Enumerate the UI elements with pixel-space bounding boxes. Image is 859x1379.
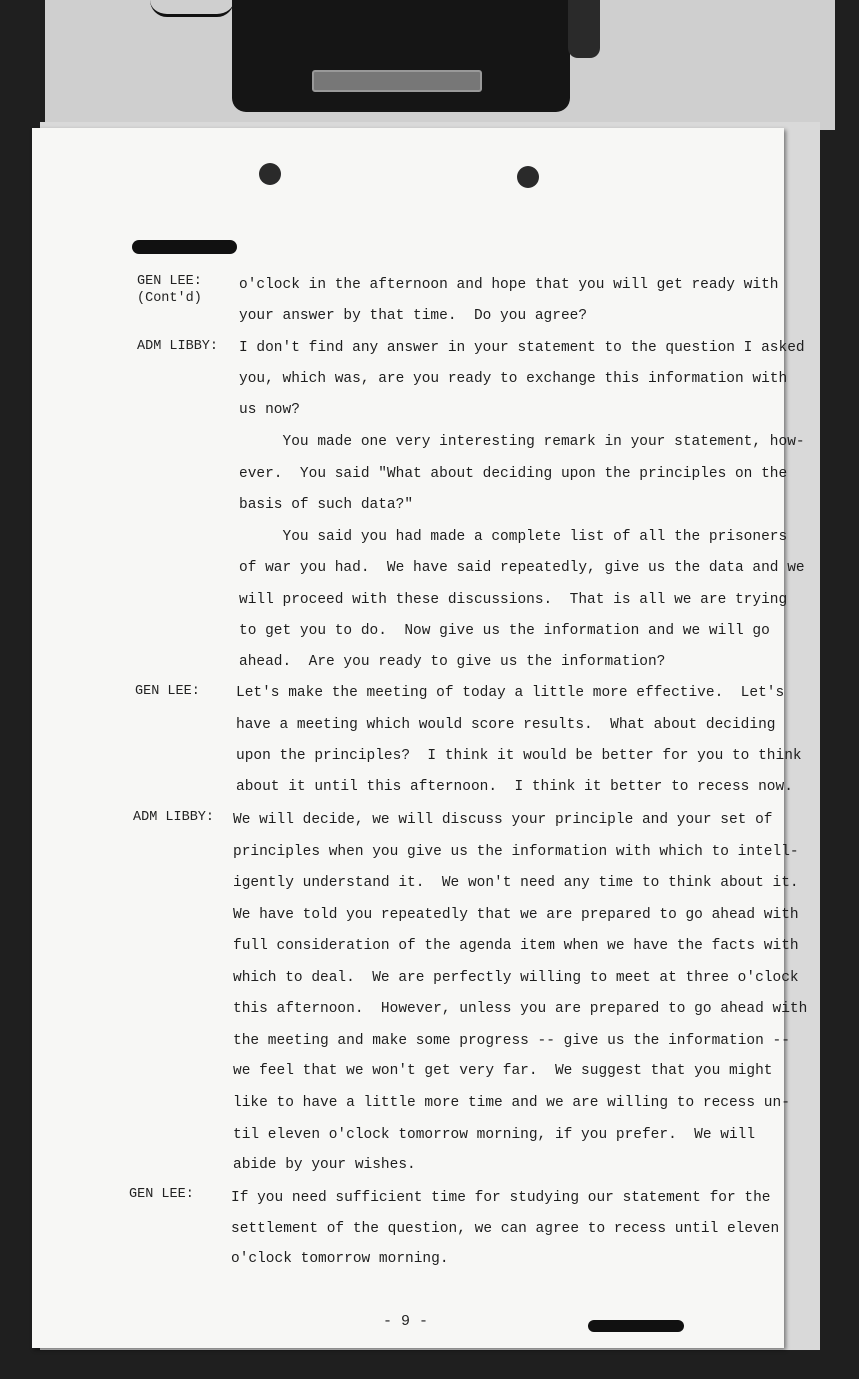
- text-line: full consideration of the agenda item when we have the facts with: [233, 938, 799, 954]
- text-line: We have told you repeatedly that we are prepared to go ahead with: [233, 907, 799, 923]
- speaker-label: ADM LIBBY:: [133, 810, 215, 825]
- text-line: ever. You said "What about deciding upon the principles on the: [239, 466, 788, 482]
- text-line: which to deal. We are perfectly willing to meet at three o'clock: [233, 970, 799, 986]
- text-line: your answer by that time. Do you agree?: [239, 308, 588, 324]
- punch-hole-left: [259, 163, 281, 185]
- text-line: basis of such data?": [239, 497, 414, 513]
- text-line: to get you to do. Now give us the information and we will go: [239, 623, 770, 639]
- text-line: about it until this afternoon. I think it better to recess now.: [236, 779, 793, 795]
- speaker-label: GEN LEE:: [135, 684, 200, 699]
- text-line: You said you had made a complete list of all the prisoners: [239, 529, 788, 545]
- binder-clip: [232, 0, 570, 112]
- redaction-mark-bottom: [588, 1320, 684, 1332]
- clip-strap: [150, 0, 234, 17]
- speaker-label: GEN LEE: (Cont'd): [137, 274, 202, 306]
- text-line: ahead. Are you ready to give us the information?: [239, 654, 666, 670]
- text-line: we feel that we won't get very far. We suggest that you might: [233, 1063, 773, 1079]
- redaction-mark-top: [132, 240, 237, 254]
- text-line: We will decide, we will discuss your principle and your set of: [233, 812, 773, 828]
- binder-clip-slot: [312, 70, 482, 92]
- text-line: settlement of the question, we can agree to recess until eleven: [231, 1221, 780, 1237]
- document-page: [32, 128, 808, 1348]
- text-line: us now?: [239, 402, 300, 418]
- text-line: have a meeting which would score results. What about deciding: [236, 717, 776, 733]
- text-line: the meeting and make some progress -- give us the information --: [233, 1033, 790, 1049]
- text-line: of war you had. We have said repeatedly, give us the data and we: [239, 560, 805, 576]
- text-line: will proceed with these discussions. That is all we are trying: [239, 592, 788, 608]
- text-line: o'clock tomorrow morning.: [231, 1251, 449, 1267]
- text-line: o'clock in the afternoon and hope that you will get ready with: [239, 277, 779, 293]
- text-line: igently understand it. We won't need any time to think about it.: [233, 875, 799, 891]
- text-line: abide by your wishes.: [233, 1157, 416, 1173]
- speaker-label: GEN LEE:: [129, 1187, 194, 1202]
- text-line: Let's make the meeting of today a little more effective. Let's: [236, 685, 785, 701]
- text-line: til eleven o'clock tomorrow morning, if you prefer. We will: [233, 1127, 756, 1143]
- text-line: principles when you give us the information with which to intell-: [233, 844, 799, 860]
- text-line: this afternoon. However, unless you are prepared to go ahead with: [233, 1001, 808, 1017]
- binder-clip-knob: [568, 0, 600, 58]
- speaker-label: ADM LIBBY:: [137, 339, 219, 354]
- page-number: - 9 -: [383, 1313, 429, 1330]
- text-line: like to have a little more time and we are willing to recess un-: [233, 1095, 790, 1111]
- text-line: You made one very interesting remark in your statement, how-: [239, 434, 805, 450]
- text-line: I don't find any answer in your statement to the question I asked: [239, 340, 805, 356]
- text-line: upon the principles? I think it would be better for you to think: [236, 748, 802, 764]
- text-line: you, which was, are you ready to exchange this information with: [239, 371, 788, 387]
- text-line: If you need sufficient time for studying our statement for the: [231, 1190, 771, 1206]
- punch-hole-right: [517, 166, 539, 188]
